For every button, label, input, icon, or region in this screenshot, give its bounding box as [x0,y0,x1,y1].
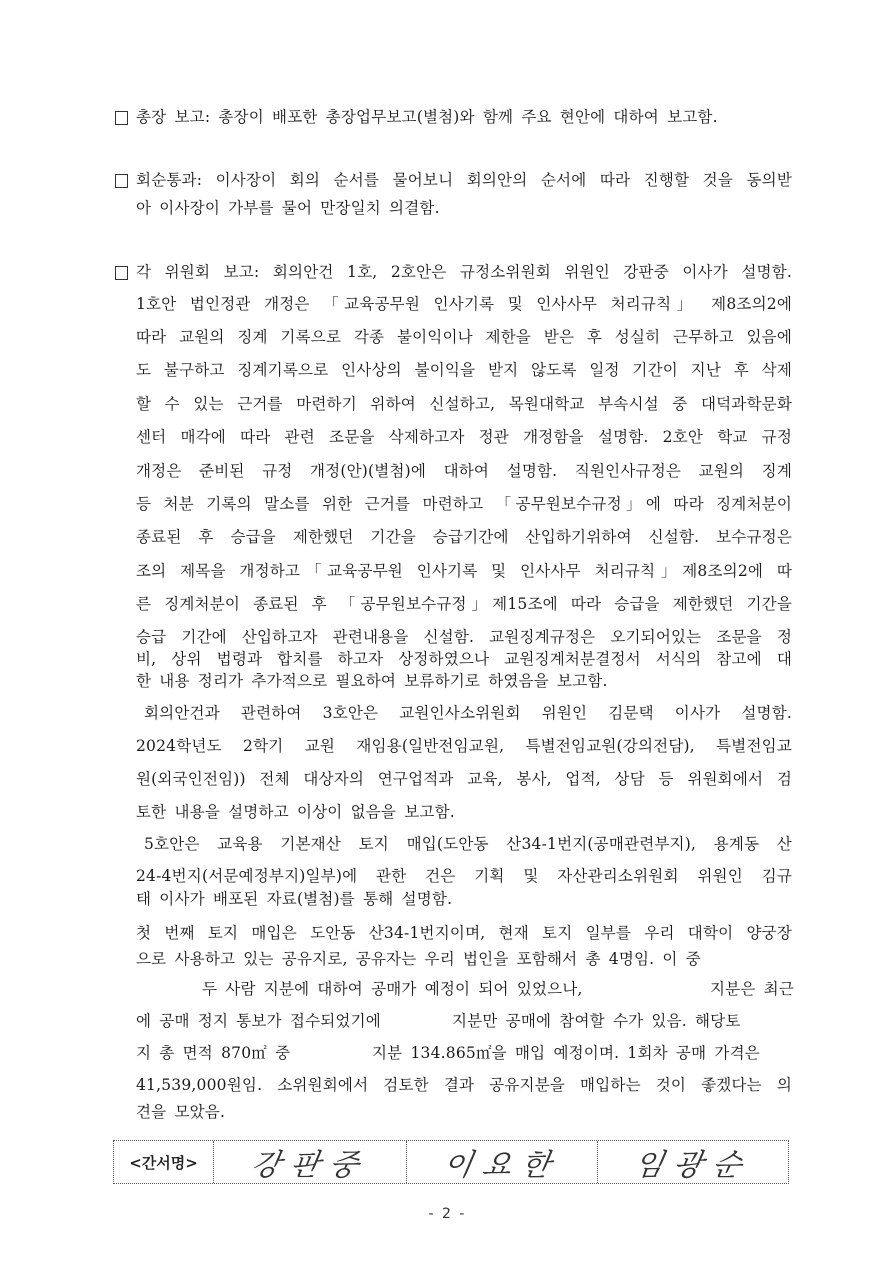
handwritten-signature: 임광순 [630,1148,754,1183]
committee-report-line: 따라 교원의 징계 기록으로 각종 불이익이나 제한을 받은 후 성실히 근무하고 있음에 [136,328,792,346]
agenda5-report-line: 24-4번지(서문예정부지)일부)에 관한 건은 기획 및 자산관리소위원회 위원인 김규 [136,867,792,885]
agenda-approval-line: 회순통과: 이사장이 회의 순서를 물어보니 회의안의 순서에 따라 진행할 것을 동의받 [136,171,792,189]
agenda5-report-line: 5호안은 교육용 기본재산 토지 매입(도안동 산34-1번지(공매관련부지), 용계동 산 [144,835,792,853]
land-purchase-line: 지분만 공매에 참여할 수가 있음. 해당토 [452,1012,741,1030]
land-purchase-line: 에 공매 정지 통보가 접수되었기에 [136,1012,381,1030]
agenda3-report-line: 2024학년도 2학기 교원 재임용(일반전임교원, 특별전임교원(강의전담), 특별전임교 [136,737,792,755]
committee-report-line: 른 징계처분이 종료된 후 「공무원보수규정」제15조에 따라 승급을 제한했던 기간을 [136,595,792,613]
land-purchase-line: 으로 사용하고 있는 공유지로, 공유자는 우리 법인을 포함해서 총 4명임. 이 중 [136,950,701,968]
checkbox-icon [115,111,128,125]
signature-label: <간서명> [129,1153,198,1172]
agenda5-report-line: 태 이사가 배포된 자료(별첨)를 통해 설명함. [136,890,453,908]
committee-report-line: 종료된 후 승급을 제한했던 기간을 승급기간에 산입하기위하여 신설함. 보수규정은 [136,528,792,546]
land-purchase-line: 두 사람 지분에 대하여 공매가 예정이 되어 있었으나, [202,980,583,998]
committee-report-line: 등 처분 기록의 말소를 위한 근거를 마련하고 「공무원보수규정」에 따라 징계처분이 [136,495,792,513]
checkbox-icon [115,266,128,280]
agenda3-report-line: 토한 내용을 설명하고 이상이 없음을 보고함. [136,803,455,821]
committee-report-line: 승급 기간에 산입하고자 관련내용을 신설함. 교원징계규정은 오기되어있는 조문을 정 [136,628,792,646]
committee-report-line: 비, 상위 법령과 합치를 하고자 상정하였으나 교원징계처분결정서 서식의 참고에 대 [136,650,792,668]
committee-report-line: 할 수 있는 근거를 마련하기 위하여 신설하고, 목원대학교 부속시설 중 대덕과학문화 [136,395,792,413]
committee-report-line: 1호안 법인정관 개정은 「교육공무원 인사기록 및 인사사무 처리규칙」 제8조의2에 [136,295,792,313]
signature-cell [598,1141,788,1183]
land-purchase-line: 지 총 면적 870㎡ 중 [136,1044,291,1062]
signature-cell [407,1141,598,1183]
signature-label-cell [114,1141,214,1183]
agenda-approval-line: 아 이사장이 가부를 물어 만장일치 의결함. [136,199,440,217]
agenda3-report-line: 회의안건과 관련하여 3호안은 교원인사소위원회 위원인 김문택 이사가 설명함. [144,704,792,722]
committee-report-line: 조의 제목을 개정하고「교육공무원 인사기록 및 인사사무 처리규칙」제8조의2에 따 [136,562,792,580]
committee-report-line: 한 내용 정리가 추가적으로 필요하여 보류하기로 하였음을 보고함. [136,672,608,690]
land-purchase-line: 견을 모았음. [136,1103,226,1121]
signature-cell [214,1141,407,1183]
signature-box [113,1140,789,1184]
checkbox-icon [115,174,128,188]
land-purchase-line: 지분 134.865㎡을 매입 예정이며. 1회차 공매 가격은 [372,1044,760,1062]
land-purchase-line: 첫 번째 토지 매입은 도안동 산34-1번지이며, 현재 토지 일부를 우리 대학이 양궁장 [136,924,792,942]
land-purchase-line: 41,539,000원임. 소위원회에서 검토한 결과 공유지분을 매입하는 것이 좋겠다는 의 [136,1076,792,1094]
committee-report-line: 도 불구하고 징계기록으로 인사상의 불이익을 받지 않도록 일정 기간이 지난 후 삭제 [136,361,792,379]
committee-report-line: 센터 매각에 따라 관련 조문을 삭제하고자 정관 개정함을 설명함. 2호안 학교 규정 [136,428,792,446]
committee-report-line: 각 위원회 보고: 회의안건 1호, 2호안은 규정소위원회 위원인 강판중 이사가 설명함. [136,263,792,281]
page-number: - 2 - [428,1206,465,1222]
land-purchase-line: 지분은 최근 [710,980,794,998]
committee-report-line: 개정은 준비된 규정 개정(안)(별첨)에 대하여 설명함. 직원인사규정은 교원의 징계 [136,462,792,480]
president-report-line: 총장 보고: 총장이 배포한 총장업무보고(별첨)와 함께 주요 현안에 대하여 보고함. [136,108,718,126]
agenda3-report-line: 원(외국인전임)) 전체 대상자의 연구업적과 교육, 봉사, 업적, 상담 등 위원회에서 검 [136,770,792,788]
handwritten-signature: 이요한 [439,1148,563,1183]
handwritten-signature: 강판중 [247,1148,371,1183]
